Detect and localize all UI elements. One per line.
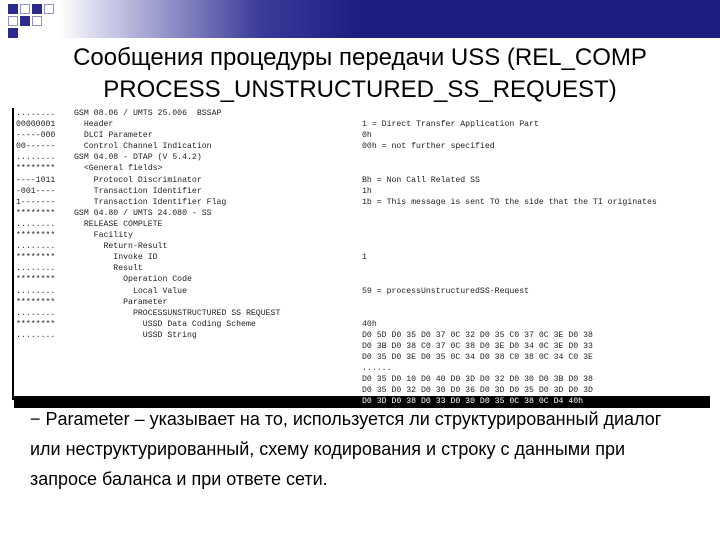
trace-bits: 1------- bbox=[16, 197, 56, 207]
trace-field: Local Value bbox=[74, 286, 188, 296]
trace-row[interactable] bbox=[14, 263, 710, 274]
trace-bits: ******** bbox=[16, 208, 56, 218]
trace-bits: ........ bbox=[16, 286, 56, 296]
trace-value: 1h bbox=[362, 186, 372, 196]
trace-value bbox=[362, 308, 710, 319]
trace-row[interactable] bbox=[14, 363, 710, 374]
trace-value bbox=[362, 297, 710, 308]
trace-row[interactable] bbox=[14, 130, 710, 141]
trace-value: 00h = not further specified bbox=[362, 142, 495, 152]
trace-bits bbox=[14, 352, 74, 363]
trace-bits: ******** bbox=[16, 319, 56, 329]
trace-row[interactable] bbox=[14, 175, 710, 186]
trace-value: 1b = This message is sent TO the side that the TI originates bbox=[362, 197, 657, 207]
trace-value: D0 35 D0 32 D0 30 D0 36 D0 3D D0 35 D0 3D D0 3D bbox=[362, 386, 593, 396]
trace-value: Bh = Non Call Related SS bbox=[362, 175, 480, 185]
trace-value bbox=[362, 163, 710, 174]
trace-row[interactable] bbox=[14, 274, 710, 285]
trace-value: D0 35 D0 10 D0 40 D0 3D D0 32 D0 30 D0 3B D0 38 bbox=[362, 375, 593, 385]
trace-field: <General fields> bbox=[74, 164, 163, 174]
trace-value: D0 3D D0 38 D0 33 D0 30 D0 35 0C 38 0C D4 40h bbox=[362, 397, 584, 407]
trace-field bbox=[74, 341, 362, 352]
trace-row[interactable] bbox=[14, 197, 710, 208]
trace-value: 40h bbox=[362, 319, 377, 329]
title-line-1: Сообщения процедуры передачи USS (REL_COMP bbox=[73, 44, 647, 71]
trace-value: ...... bbox=[362, 364, 392, 374]
trace-row[interactable] bbox=[14, 230, 710, 241]
trace-bits: -----000 bbox=[16, 131, 56, 141]
trace-value bbox=[362, 219, 710, 230]
slide-title bbox=[20, 42, 700, 106]
trace-row[interactable] bbox=[14, 252, 710, 263]
trace-field: GSM 04.08 - DTAP (V 5.4.2) bbox=[74, 153, 202, 163]
trace-field: Header bbox=[74, 120, 114, 130]
trace-value: 1 bbox=[362, 253, 367, 263]
top-decorative-band bbox=[0, 0, 720, 38]
trace-row[interactable] bbox=[14, 108, 710, 119]
trace-bits: 00------ bbox=[16, 142, 56, 152]
bullet-dash: − bbox=[30, 409, 41, 429]
trace-bits: ******** bbox=[16, 164, 56, 174]
trace-row[interactable] bbox=[14, 286, 710, 297]
trace-field: Parameter bbox=[74, 297, 168, 307]
trace-field: DLCI Parameter bbox=[74, 131, 153, 141]
decor-square bbox=[8, 4, 18, 14]
trace-value bbox=[362, 152, 710, 163]
trace-field: Transaction Identifier bbox=[74, 186, 202, 196]
trace-value bbox=[362, 208, 710, 219]
decor-square bbox=[20, 4, 30, 14]
trace-row[interactable] bbox=[14, 319, 710, 330]
title-line-2: PROCESS_UNSTRUCTURED_SS_REQUEST) bbox=[103, 76, 617, 103]
trace-bits: ******** bbox=[16, 253, 56, 263]
trace-row[interactable] bbox=[14, 119, 710, 130]
trace-row[interactable] bbox=[14, 352, 710, 363]
trace-field: USSD String bbox=[74, 330, 197, 340]
trace-field: Return-Result bbox=[74, 242, 168, 252]
trace-bits bbox=[14, 341, 74, 352]
trace-field bbox=[74, 352, 362, 363]
trace-bits: 00000001 bbox=[16, 120, 56, 130]
trace-value: D0 35 D0 3E D0 35 0C 34 D0 38 C0 38 0C 34 C0 3E bbox=[362, 353, 593, 363]
trace-field: Result bbox=[74, 264, 143, 274]
slide-paragraph bbox=[30, 404, 690, 494]
decor-square bbox=[32, 4, 42, 14]
trace-bits: ........ bbox=[16, 153, 56, 163]
trace-row[interactable] bbox=[14, 241, 710, 252]
trace-bits: -001---- bbox=[16, 186, 56, 196]
trace-field bbox=[74, 385, 362, 396]
trace-field: RELEASE COMPLETE bbox=[74, 219, 163, 229]
trace-bits bbox=[14, 385, 74, 396]
trace-bits: ******** bbox=[16, 297, 56, 307]
trace-field: GSM 08.06 / UMTS 25.006 BSSAP bbox=[74, 109, 222, 118]
trace-value bbox=[362, 274, 710, 285]
trace-row[interactable] bbox=[14, 152, 710, 163]
trace-row[interactable] bbox=[14, 208, 710, 219]
trace-field bbox=[74, 363, 362, 374]
decor-square bbox=[32, 16, 42, 26]
trace-row[interactable] bbox=[14, 141, 710, 152]
trace-field: PROCESSUNSTRUCTURED SS REQUEST bbox=[74, 308, 281, 318]
paragraph-text: Parameter – указывает на то, используется ли структурированный диалог или неструктурированный, схему кодирования и строку с данными при запросе баланса и при ответе сети. bbox=[30, 409, 662, 489]
trace-bits: ........ bbox=[16, 264, 56, 274]
trace-value: D0 3B D0 38 C0 37 0C 38 D0 3E D0 34 0C 3E D0 33 bbox=[362, 341, 593, 351]
trace-field: GSM 04.80 / UMTS 24.080 - SS bbox=[74, 208, 212, 218]
trace-field bbox=[74, 374, 362, 385]
trace-value bbox=[362, 108, 710, 119]
trace-field: Facility bbox=[74, 231, 133, 241]
trace-value bbox=[362, 263, 710, 274]
decor-square bbox=[20, 16, 30, 26]
trace-value: 59 = processUnstructuredSS-Request bbox=[362, 286, 530, 296]
trace-value: 1 = Direct Transfer Application Part bbox=[362, 120, 539, 130]
trace-field: Operation Code bbox=[74, 275, 192, 285]
trace-value: D0 5D D0 35 D0 37 0C 32 D0 35 C0 37 0C 3E D0 38 bbox=[362, 330, 593, 340]
trace-field: USSD Data Coding Scheme bbox=[74, 319, 256, 329]
trace-row[interactable] bbox=[14, 308, 710, 319]
trace-field: Transaction Identifier Flag bbox=[74, 197, 227, 207]
trace-row[interactable] bbox=[14, 385, 710, 396]
trace-bits: ******** bbox=[16, 231, 56, 241]
trace-bits: ........ bbox=[16, 242, 56, 252]
trace-row[interactable] bbox=[14, 219, 710, 230]
decor-square bbox=[44, 4, 54, 14]
trace-field: Invoke ID bbox=[74, 253, 158, 263]
trace-row[interactable] bbox=[14, 341, 710, 352]
trace-bits: ........ bbox=[16, 330, 56, 340]
trace-bits bbox=[14, 374, 74, 385]
decor-square bbox=[8, 28, 18, 38]
trace-bits: ----1011 bbox=[16, 175, 56, 185]
trace-row[interactable] bbox=[14, 186, 710, 197]
trace-field: Protocol Discriminator bbox=[74, 175, 202, 185]
trace-bits: ........ bbox=[16, 308, 56, 318]
trace-bits: ........ bbox=[16, 219, 56, 229]
decor-square bbox=[8, 16, 18, 26]
trace-row[interactable] bbox=[14, 297, 710, 308]
trace-row[interactable] bbox=[14, 374, 710, 385]
trace-row[interactable] bbox=[14, 330, 710, 341]
trace-bits: ........ bbox=[16, 109, 56, 118]
trace-row[interactable] bbox=[14, 163, 710, 174]
trace-bits bbox=[14, 363, 74, 374]
trace-field: Control Channel Indication bbox=[74, 142, 212, 152]
trace-value: 0h bbox=[362, 131, 372, 141]
trace-value bbox=[362, 241, 710, 252]
trace-bits: ******** bbox=[16, 275, 56, 285]
trace-value bbox=[362, 230, 710, 241]
protocol-trace-panel bbox=[12, 108, 710, 407]
